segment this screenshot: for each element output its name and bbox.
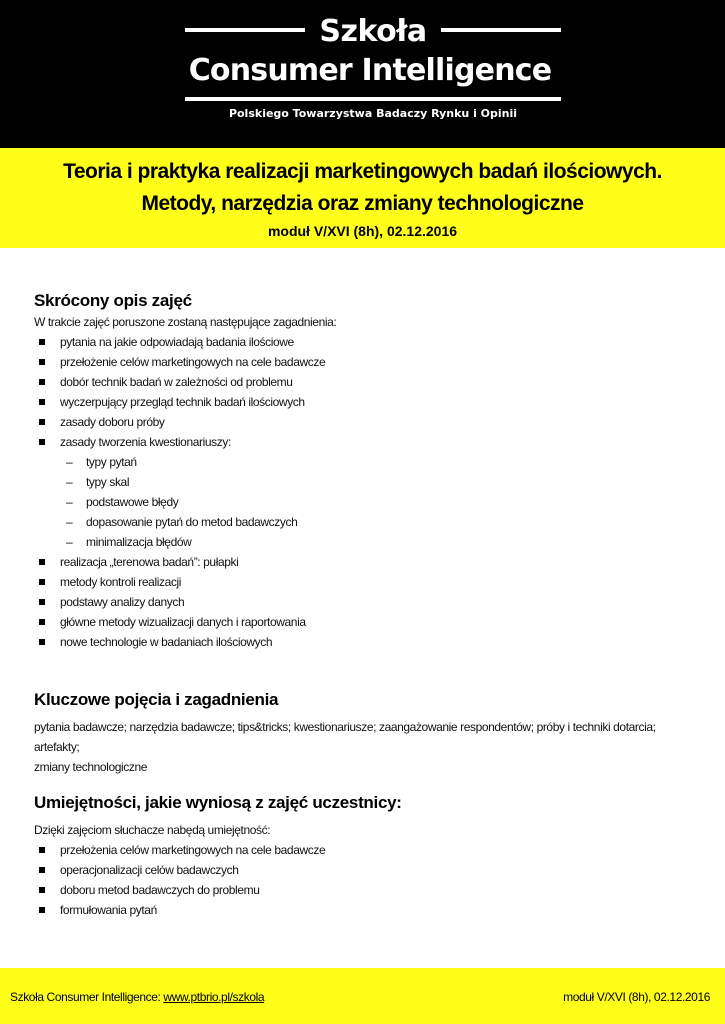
bullet-icon xyxy=(39,379,45,385)
logo-rule-bottom xyxy=(185,97,561,101)
list-item: zasady doboru próby xyxy=(34,412,694,432)
bullet-icon xyxy=(39,639,45,645)
list-item: doboru metod badawczych do problemu xyxy=(34,880,694,900)
footer-school-info xyxy=(10,988,264,1006)
bullet-icon xyxy=(39,419,45,425)
bullet-icon xyxy=(39,339,45,345)
topic-list xyxy=(34,332,694,452)
footer-label: Szkoła Consumer Intelligence: xyxy=(10,990,164,1004)
list-item: formułowania pytań xyxy=(34,900,694,920)
section-skills xyxy=(34,792,694,920)
section-heading: Umiejętności, jakie wyniosą z zajęć uczestnicy: xyxy=(34,793,402,812)
list-item: realizacja „terenowa badań”: pułapki xyxy=(34,552,694,572)
sublist-item: – minimalizacja błędów xyxy=(34,532,694,552)
list-item: wyczerpujący przegląd technik badań ilościowych xyxy=(34,392,694,412)
list-item: podstawy analizy danych xyxy=(34,592,694,612)
sublist-item: – typy skal xyxy=(34,472,694,492)
dash-icon: – xyxy=(66,535,73,549)
logo-title-line2: Consumer Intelligence xyxy=(188,53,552,88)
page-title xyxy=(0,156,725,220)
list-item: operacjonalizacji celów badawczych xyxy=(34,860,694,880)
page-title-line2: Metody, narzędzia oraz zmiany technologiczne xyxy=(141,192,584,215)
bullet-icon xyxy=(39,399,45,405)
school-website-link[interactable]: www.ptbrio.pl/szkola xyxy=(163,990,265,1004)
list-item: nowe technologie w badaniach ilościowych xyxy=(34,632,694,652)
school-logo xyxy=(0,0,725,148)
list-item: zasady tworzenia kwestionariuszy: xyxy=(34,432,694,452)
bullet-icon xyxy=(39,847,45,853)
section-course-description xyxy=(34,290,694,652)
logo-rule-right xyxy=(441,28,561,32)
dash-icon: – xyxy=(66,495,73,509)
list-item: przełożenie celów marketingowych na cele badawcze xyxy=(34,352,694,372)
bullet-icon xyxy=(39,579,45,585)
bullet-icon xyxy=(39,599,45,605)
section-heading: Kluczowe pojęcia i zagadnienia xyxy=(34,690,279,709)
dash-icon: – xyxy=(66,515,73,529)
sublist-item: – dopasowanie pytań do metod badawczych xyxy=(34,512,694,532)
list-item: pytania na jakie odpowiadają badania ilościowe xyxy=(34,332,694,352)
list-item: główne metody wizualizacji danych i raportowania xyxy=(34,612,694,632)
section-text-line1: pytania badawcze; narzędzia badawcze; tips&tricks; kwestionariusze; zaangażowanie respondentów; próby i techniki dotarcia; artefakty; xyxy=(34,720,656,754)
footer-module-info: moduł V/XVI (8h), 02.12.2016 xyxy=(563,990,710,1004)
section-intro: W trakcie zajęć poruszone zostaną następujące zagadnienia: xyxy=(34,315,337,329)
sublist-item: – typy pytań xyxy=(34,452,694,472)
dash-icon: – xyxy=(66,455,73,469)
bullet-icon xyxy=(39,907,45,913)
skills-list xyxy=(34,840,694,920)
questionnaire-sublist xyxy=(34,452,694,552)
module-info: moduł V/XVI (8h), 02.12.2016 xyxy=(267,223,458,239)
list-item: metody kontroli realizacji xyxy=(34,572,694,592)
bullet-icon xyxy=(39,619,45,625)
dash-icon: – xyxy=(66,475,73,489)
list-item: przełożenia celów marketingowych na cele badawcze xyxy=(34,840,694,860)
bullet-icon xyxy=(39,867,45,873)
bullet-icon xyxy=(39,559,45,565)
logo-title-line1: Szkoła xyxy=(319,14,427,49)
section-key-concepts xyxy=(34,689,694,777)
page-title-line1: Teoria i praktyka realizacji marketingowych badań ilościowych. xyxy=(63,160,662,183)
logo-subtitle: Polskiego Towarzystwa Badaczy Rynku i Opinii xyxy=(228,107,518,120)
bullet-icon xyxy=(39,439,45,445)
bullet-icon xyxy=(39,887,45,893)
section-intro: Dzięki zajęciom słuchacze nabędą umiejętność: xyxy=(34,823,271,837)
logo-rule-left xyxy=(185,28,305,32)
section-heading: Skrócony opis zajęć xyxy=(34,291,192,310)
bullet-icon xyxy=(39,359,45,365)
list-item: dobór technik badań w zależności od problemu xyxy=(34,372,694,392)
sublist-item: – podstawowe błędy xyxy=(34,492,694,512)
section-text-line2: zmiany technologiczne xyxy=(34,760,148,774)
topic-list-continued xyxy=(34,552,694,652)
